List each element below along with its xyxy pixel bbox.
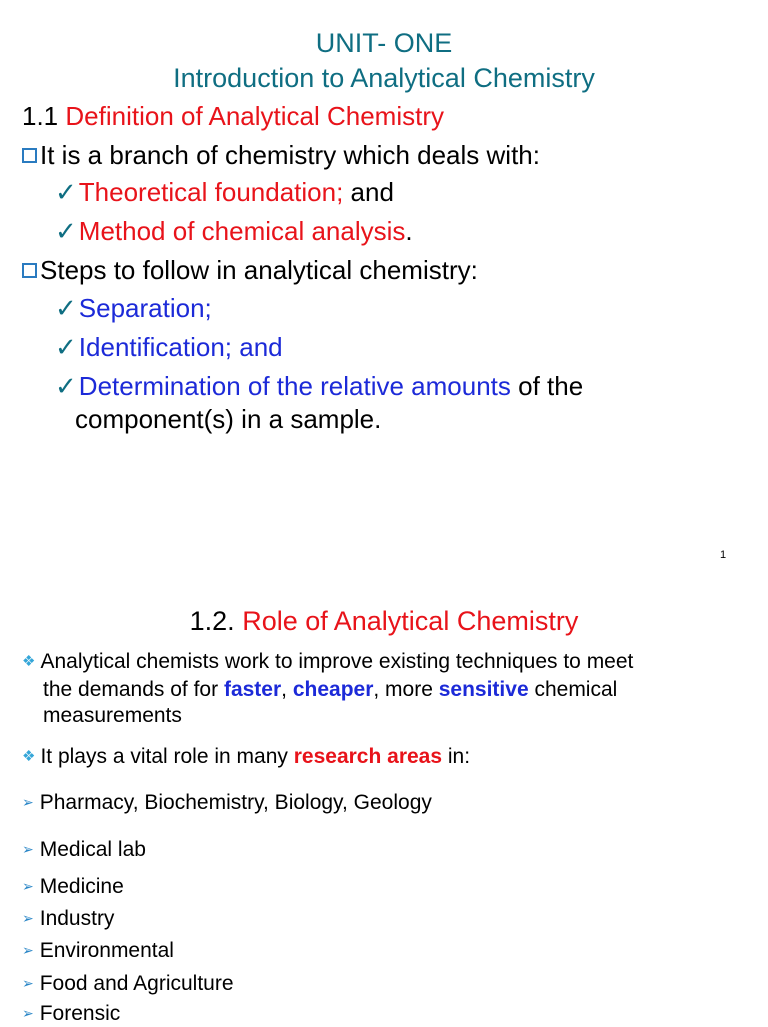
check-icon: ✓ — [55, 177, 77, 207]
arrow-bullet-icon: ➢ — [22, 878, 34, 894]
para-text: the demands of for — [43, 678, 224, 701]
list-item-text: Food and Agriculture — [39, 972, 234, 995]
para-text: Analytical chemists work to improve existing techniques to meet — [40, 650, 634, 673]
section-title: Role of Analytical Chemistry — [242, 606, 579, 636]
unit-title: UNIT- ONE — [315, 28, 453, 58]
square-bullet-icon — [22, 263, 37, 278]
square-bullet-icon — [22, 148, 37, 163]
sub-item — [55, 331, 283, 363]
arrow-bullet-icon: ➢ — [22, 841, 34, 857]
list-item — [22, 1000, 120, 1027]
sub-item — [55, 215, 413, 247]
arrow-bullet-icon: ➢ — [22, 942, 34, 958]
para-emphasis: sensitive — [438, 678, 529, 701]
list-item — [22, 836, 146, 863]
check-icon: ✓ — [55, 293, 77, 323]
para-emphasis: faster — [223, 678, 282, 701]
item-text: of the — [510, 371, 584, 401]
sub-item — [55, 370, 583, 402]
sub-item-continuation: component(s) in a sample. — [75, 404, 382, 434]
item-text: the relative amounts — [276, 371, 511, 401]
bullet-steps — [22, 254, 478, 286]
list-item — [22, 789, 432, 816]
list-item-text: Industry — [39, 907, 115, 930]
para-emphasis: cheaper — [292, 678, 374, 701]
paragraph-analytical-chemists — [22, 649, 633, 675]
arrow-bullet-icon: ➢ — [22, 910, 34, 926]
check-icon: ✓ — [55, 216, 77, 246]
item-text: Theoretical foundation; — [78, 177, 344, 207]
list-item — [22, 873, 124, 900]
check-icon: ✓ — [55, 332, 77, 362]
paragraph-line-3: measurements — [43, 704, 182, 727]
item-suffix: and — [343, 177, 394, 207]
section-heading-2 — [0, 604, 768, 638]
check-icon: ✓ — [55, 371, 77, 401]
list-item — [22, 970, 234, 997]
item-suffix: . — [405, 216, 413, 246]
page-number: 1 — [720, 549, 727, 561]
diamond-bullet-icon: ❖ — [22, 653, 36, 670]
paragraph-research-areas — [22, 744, 470, 770]
para-emphasis: research areas — [293, 745, 443, 768]
bullet-text: Steps to follow in analytical chemistry: — [40, 255, 478, 285]
section-number: 1.1 — [22, 101, 59, 131]
list-item-text: Medical lab — [39, 838, 146, 861]
list-item-text: Medicine — [39, 875, 124, 898]
arrow-bullet-icon: ➢ — [22, 975, 34, 991]
bullet-branch — [22, 139, 540, 171]
item-text: Method of chemical analysis — [78, 216, 406, 246]
slide-title: Introduction to Analytical Chemistry — [173, 63, 595, 93]
item-text: Identification; and — [78, 332, 283, 362]
para-text: chemical — [528, 678, 618, 701]
item-text: Separation; — [78, 293, 212, 323]
arrow-bullet-icon: ➢ — [22, 794, 34, 810]
list-item — [22, 905, 114, 932]
para-text: , more — [373, 678, 439, 701]
list-item-text: Environmental — [39, 939, 174, 962]
bullet-text: It is a branch of chemistry which deals with: — [40, 140, 540, 170]
section-title: Definition of Analytical Chemistry — [65, 101, 444, 131]
section-heading-1 — [22, 100, 444, 132]
para-text: in: — [442, 745, 471, 768]
item-text: Determination of — [78, 371, 277, 401]
sub-item — [55, 176, 394, 208]
paragraph-line-2 — [43, 677, 617, 703]
section-number: 1.2. — [189, 606, 235, 636]
list-item-text: Forensic — [39, 1002, 121, 1025]
para-text: , — [281, 678, 293, 701]
diamond-bullet-icon: ❖ — [22, 748, 36, 765]
arrow-bullet-icon: ➢ — [22, 1005, 34, 1021]
sub-item — [55, 292, 212, 324]
list-item-text: Pharmacy, Biochemistry, Biology, Geology — [39, 791, 432, 814]
para-text: It plays a vital role in many — [40, 745, 294, 768]
list-item — [22, 937, 174, 964]
